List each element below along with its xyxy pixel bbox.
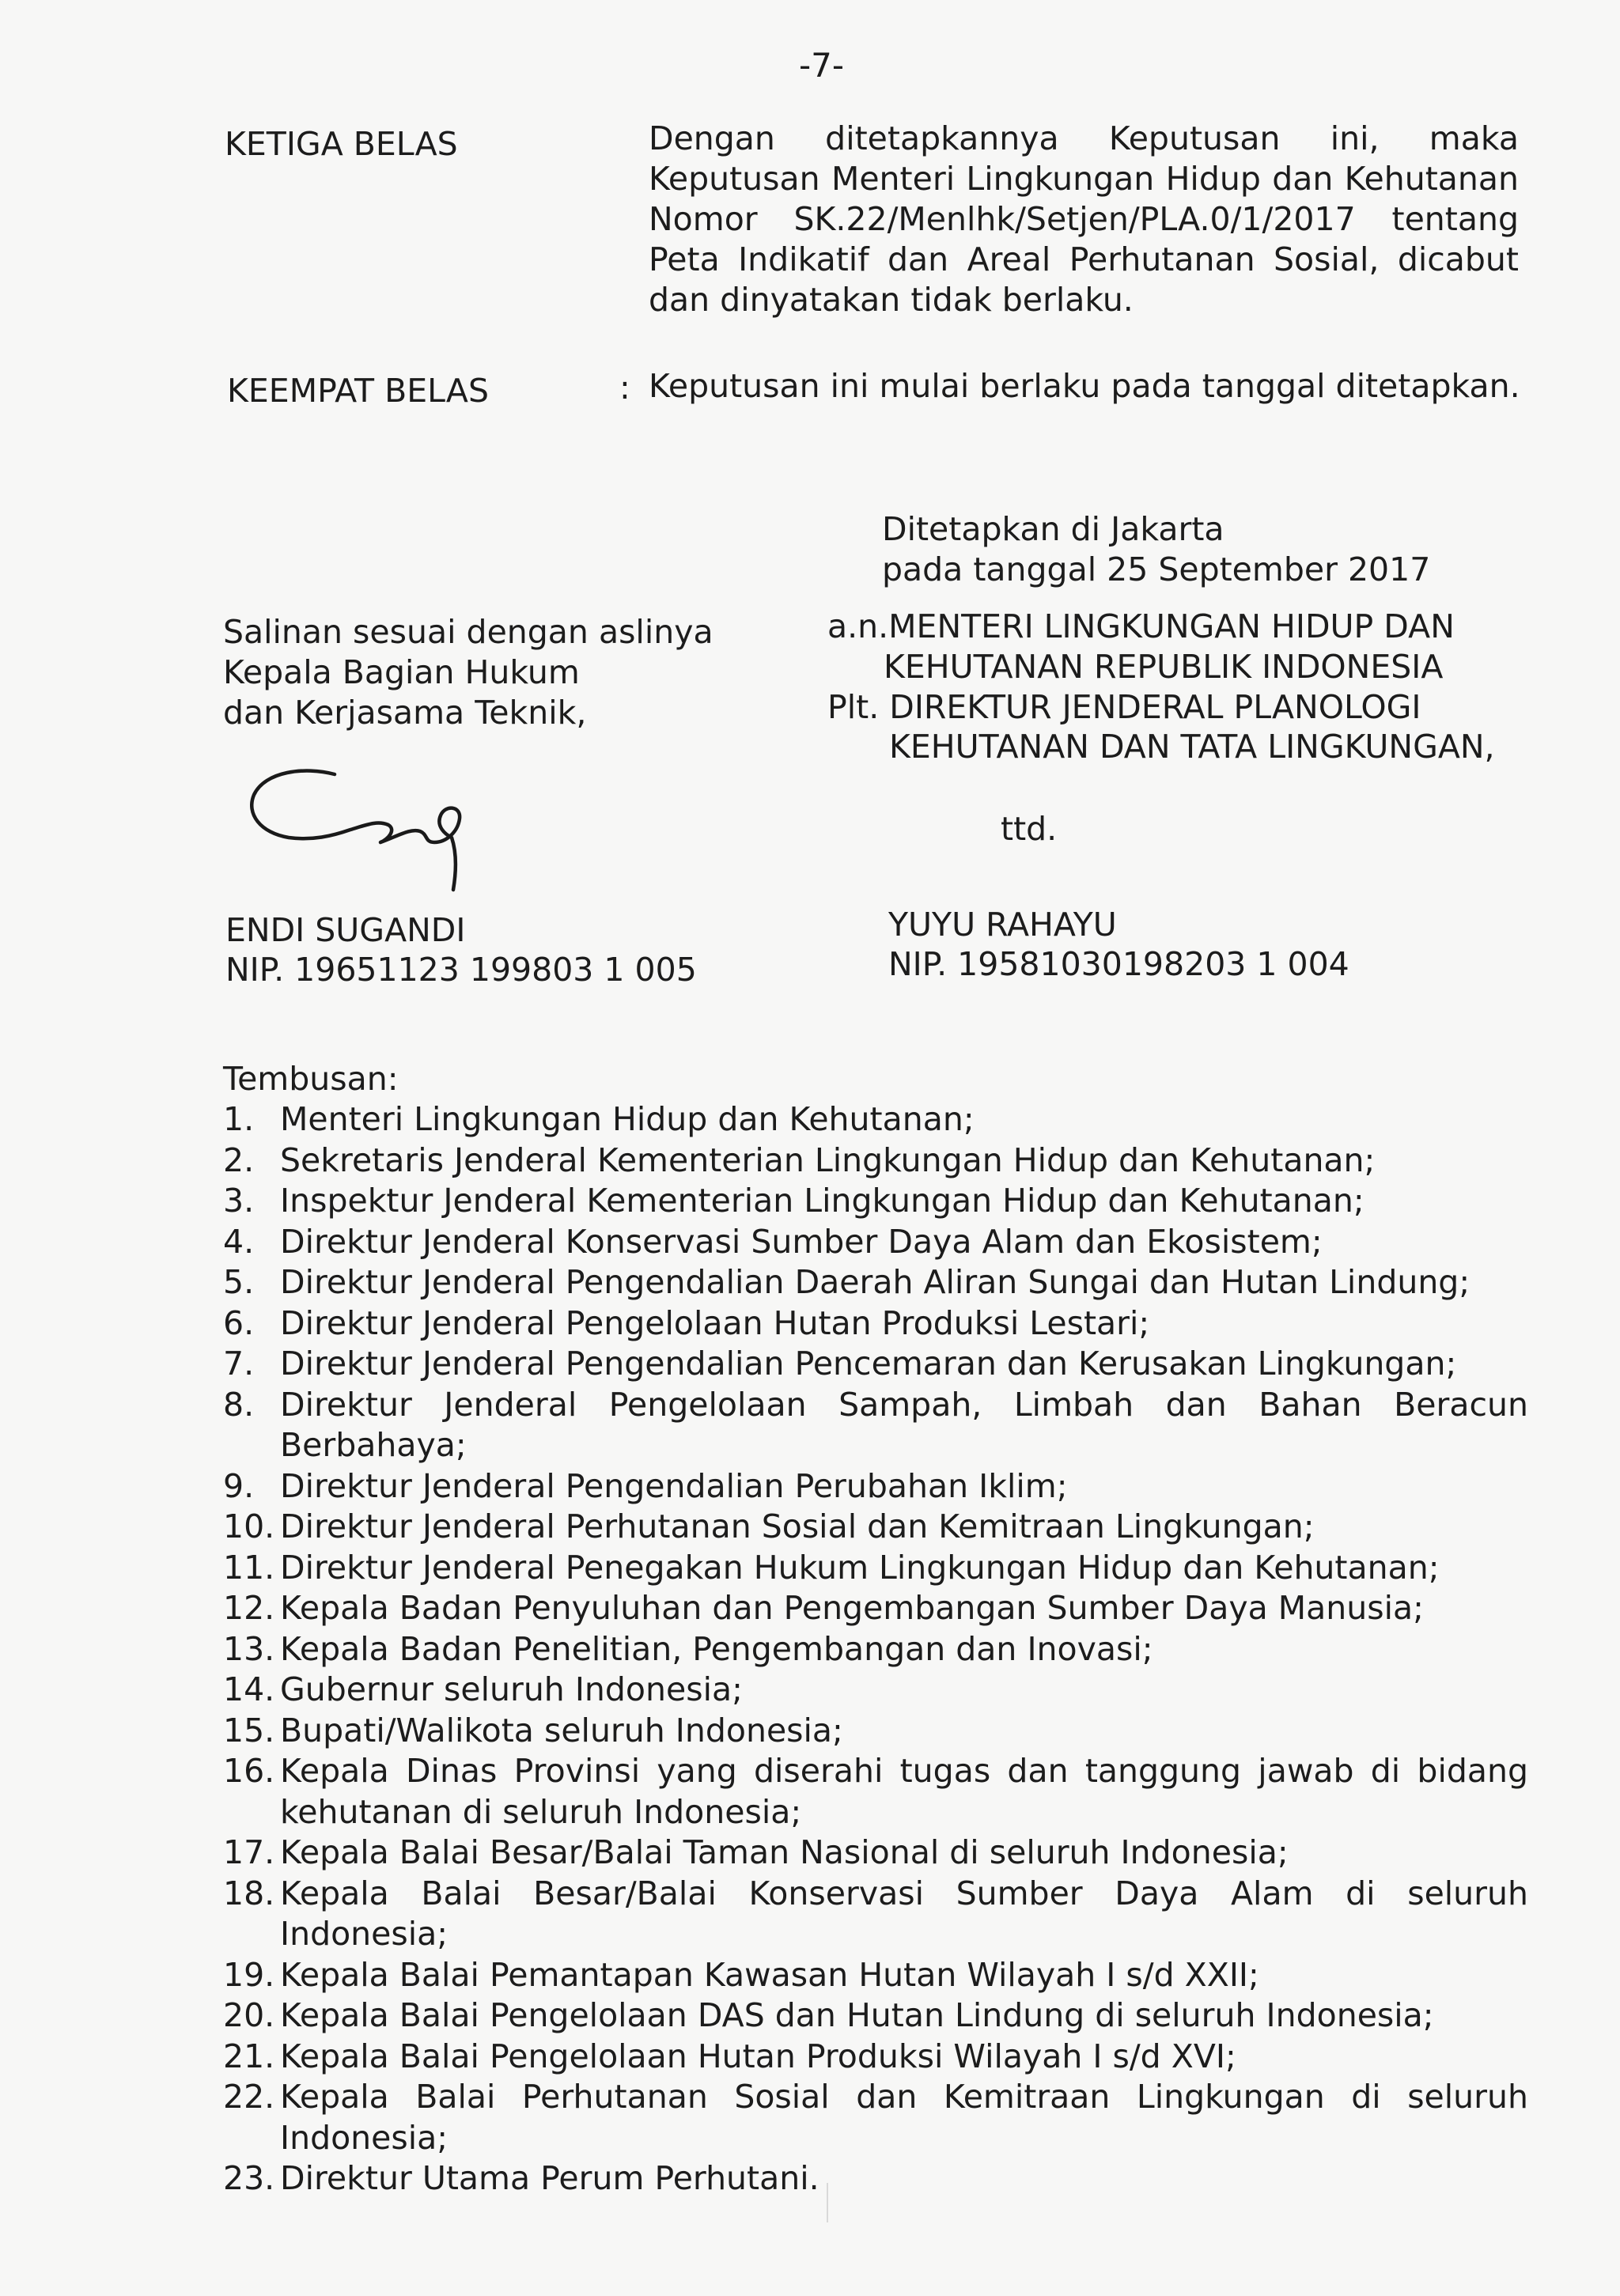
cc-item-number: 23.	[223, 2159, 275, 2197]
cc-item-number: 13.	[223, 1629, 275, 1668]
cc-list-item	[223, 1099, 1528, 1140]
cc-item-text: Kepala Badan Penelitian, Pengembangan dan Inovasi;	[280, 1629, 1153, 1668]
cc-list-item	[223, 1140, 1528, 1182]
cc-item-text: Direktur Jenderal Pengendalian Pencemaran dan Kerusakan Lingkungan;	[280, 1345, 1457, 1383]
cc-item-text: Kepala Balai Pemantapan Kawasan Hutan Wilayah I s/d XXII;	[280, 1955, 1259, 1994]
cc-item-number: 16.	[223, 1752, 275, 1790]
cc-item-text: Kepala Balai Besar/Balai Taman Nasional di seluruh Indonesia;	[280, 1833, 1289, 1871]
copy-line-3: dan Kerjasama Teknik,	[223, 694, 587, 732]
enactment-date: pada tanggal 25 September 2017	[882, 550, 1431, 588]
cc-item-text: Direktur Jenderal Pengendalian Daerah Aliran Sungai dan Hutan Lindung;	[280, 1263, 1470, 1301]
cc-item-number: 9.	[223, 1466, 255, 1505]
handwritten-signature	[241, 763, 471, 902]
cc-list-item	[223, 1181, 1528, 1222]
cc-item-number: 8.	[223, 1385, 255, 1424]
cc-list-item	[223, 2158, 1528, 2200]
cc-item-number: 14.	[223, 1670, 275, 1708]
cc-item-number: 6.	[223, 1303, 255, 1342]
cc-item-number: 1.	[223, 1100, 255, 1138]
cc-item-text: Kepala Balai Besar/Balai Konservasi Sumber Daya Alam di seluruh Indonesia;	[280, 1874, 1528, 1953]
an-line-2: KEHUTANAN REPUBLIK INDONESIA	[884, 648, 1444, 686]
cc-item-text: Kepala Balai Pengelolaan Hutan Produksi Wilayah I s/d XVI;	[280, 2037, 1236, 2075]
signatory-nip: NIP. 19581030198203 1 004	[888, 945, 1349, 983]
cc-item-text: Kepala Balai Perhutanan Sosial dan Kemitraan Lingkungan di seluruh Indonesia;	[280, 2078, 1528, 2157]
copy-line-1: Salinan sesuai dengan aslinya	[223, 613, 713, 651]
cc-list-item	[223, 1711, 1528, 1752]
scan-artifact	[827, 2183, 828, 2222]
cc-item-text: Kepala Dinas Provinsi yang diserahi tugas dan tanggung jawab di bidang kehutanan di seluruh Indonesia;	[280, 1752, 1528, 1831]
copy-line-2: Kepala Bagian Hukum	[223, 653, 580, 691]
clause-label-keempat-belas: KEEMPAT BELAS	[227, 372, 490, 410]
cc-list-item	[223, 1629, 1528, 1670]
cc-list-item	[223, 1548, 1528, 1589]
plt-line-1: Plt. DIREKTUR JENDERAL PLANOLOGI	[827, 688, 1421, 726]
cc-item-number: 4.	[223, 1222, 255, 1261]
page-number: -7-	[799, 46, 845, 85]
cc-item-text: Direktur Jenderal Konservasi Sumber Daya Alam dan Ekosistem;	[280, 1222, 1323, 1261]
cc-item-text: Direktur Jenderal Penegakan Hukum Lingkungan Hidup dan Kehutanan;	[280, 1548, 1440, 1587]
cc-item-number: 19.	[223, 1955, 275, 1994]
cc-list-item	[223, 1833, 1528, 1874]
cc-list-item	[223, 1995, 1528, 2037]
cc-list-item	[223, 1588, 1528, 1629]
cc-item-text: Direktur Jenderal Pengendalian Perubahan Iklim;	[280, 1466, 1068, 1505]
cc-list-item	[223, 1874, 1528, 1955]
cc-item-text: Direktur Jenderal Perhutanan Sosial dan Kemitraan Lingkungan;	[280, 1507, 1315, 1545]
cc-item-number: 2.	[223, 1140, 255, 1179]
cc-item-text: Direktur Jenderal Pengelolaan Sampah, Limbah dan Bahan Beracun Berbahaya;	[280, 1385, 1528, 1464]
cc-list-item	[223, 2077, 1528, 2158]
cc-item-number: 18.	[223, 1874, 275, 1912]
cc-item-text: Direktur Utama Perum Perhutani.	[280, 2159, 819, 2197]
plt-line-2: KEHUTANAN DAN TATA LINGKUNGAN,	[889, 728, 1495, 766]
cc-item-text: Kepala Balai Pengelolaan DAS dan Hutan Lindung di seluruh Indonesia;	[280, 1996, 1434, 2034]
an-line-1: a.n.MENTERI LINGKUNGAN HIDUP DAN	[827, 607, 1455, 645]
cc-item-number: 21.	[223, 2037, 275, 2075]
cc-item-number: 5.	[223, 1263, 255, 1301]
cc-list-item	[223, 1385, 1528, 1466]
cc-item-number: 17.	[223, 1833, 275, 1871]
cc-item-text: Inspektur Jenderal Kementerian Lingkungan Hidup dan Kehutanan;	[280, 1182, 1365, 1220]
cc-list	[223, 1099, 1528, 2200]
clause-colon: :	[619, 369, 630, 407]
cc-item-number: 20.	[223, 1996, 275, 2034]
enactment-place: Ditetapkan di Jakarta	[882, 510, 1224, 548]
cc-item-number: 10.	[223, 1507, 275, 1545]
cc-list-item	[223, 1751, 1528, 1833]
cc-item-text: Sekretaris Jenderal Kementerian Lingkungan Hidup dan Kehutanan;	[280, 1140, 1376, 1179]
clause-text-ketiga-belas: Dengan ditetapkannya Keputusan ini, maka Keputusan Menteri Lingkungan Hidup dan Kehutanan Nomor SK.22/Menlhk/Setjen/PLA.0/1/2017 tentang Peta Indikatif dan Areal Perhutanan Sosial, dicabut dan dinyatakan tidak berlaku.	[649, 119, 1519, 319]
cc-list-item	[223, 1507, 1528, 1548]
cc-item-text: Menteri Lingkungan Hidup dan Kehutanan;	[280, 1100, 975, 1138]
cc-item-number: 22.	[223, 2078, 275, 2116]
cc-list-item	[223, 1262, 1528, 1303]
cc-item-number: 7.	[223, 1345, 255, 1383]
cc-item-text: Bupati/Walikota seluruh Indonesia;	[280, 1711, 843, 1749]
cc-item-number: 12.	[223, 1589, 275, 1627]
cc-list-item	[223, 1670, 1528, 1711]
cc-list-item	[223, 1303, 1528, 1345]
signature-ttd: ttd.	[1001, 810, 1058, 848]
cc-item-number: 15.	[223, 1711, 275, 1749]
clause-text-keempat-belas: Keputusan ini mulai berlaku pada tanggal ditetapkan.	[649, 367, 1520, 405]
cc-list-item	[223, 1955, 1528, 1996]
cc-item-number: 3.	[223, 1182, 255, 1220]
cc-item-text: Direktur Jenderal Pengelolaan Hutan Produksi Lestari;	[280, 1303, 1150, 1342]
copy-signatory-nip: NIP. 19651123 199803 1 005	[225, 951, 697, 989]
cc-list-item	[223, 2037, 1528, 2078]
cc-item-text: Gubernur seluruh Indonesia;	[280, 1670, 743, 1708]
cc-list-item	[223, 1466, 1528, 1507]
copy-signatory-name: ENDI SUGANDI	[225, 911, 466, 949]
cc-item-text: Kepala Badan Penyuluhan dan Pengembangan Sumber Daya Manusia;	[280, 1589, 1424, 1627]
signatory-name: YUYU RAHAYU	[888, 906, 1117, 944]
cc-list-item	[223, 1344, 1528, 1385]
cc-list-item	[223, 1222, 1528, 1263]
cc-item-number: 11.	[223, 1548, 275, 1587]
cc-title: Tembusan:	[223, 1060, 399, 1098]
clause-label-ketiga-belas: KETIGA BELAS	[225, 125, 458, 163]
